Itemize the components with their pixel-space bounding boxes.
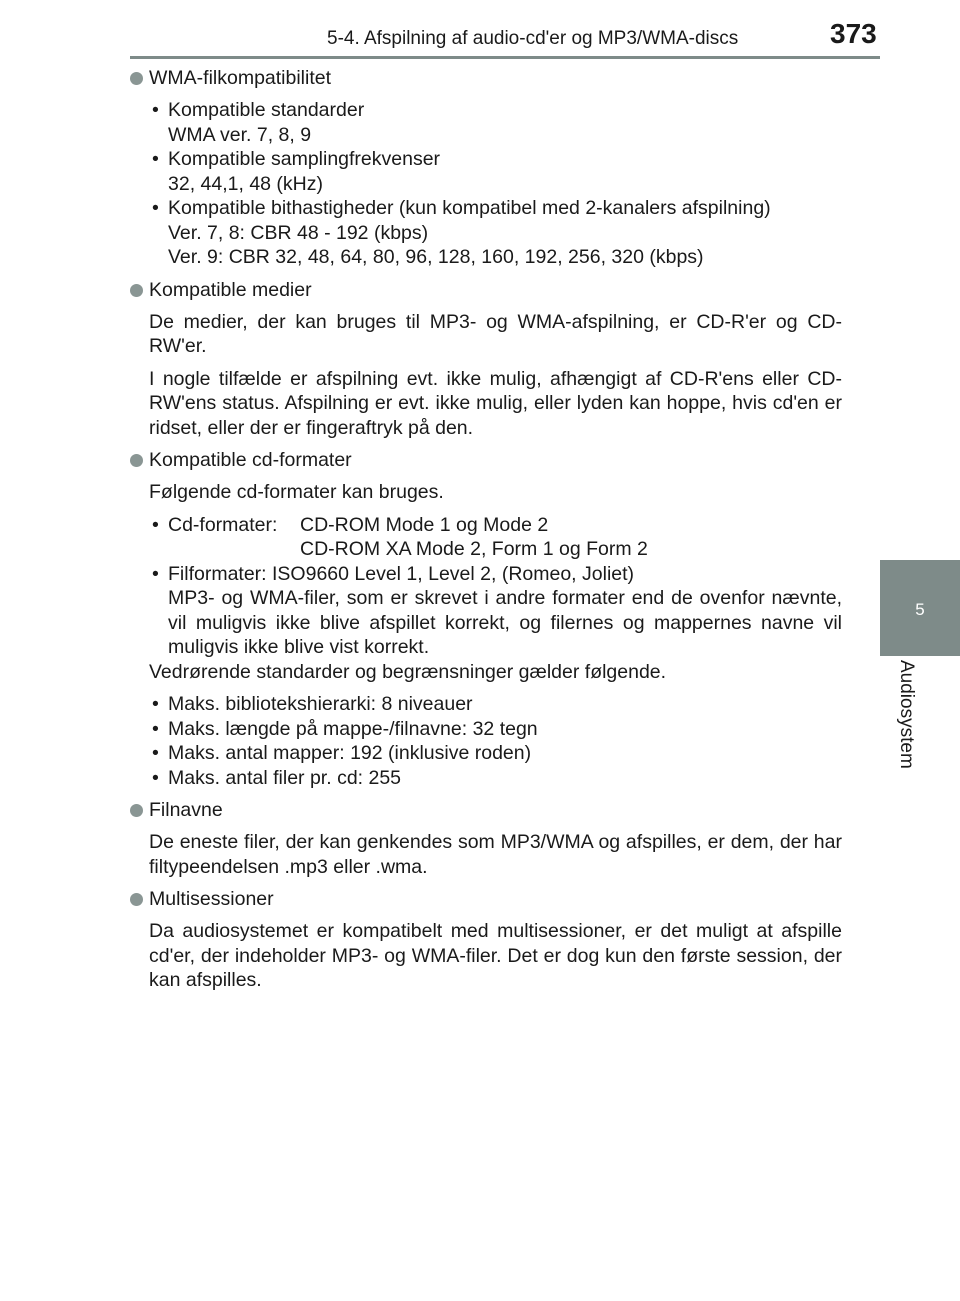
page-content	[130, 66, 842, 1001]
section-cd-formats	[130, 448, 842, 790]
section-heading: Kompatible cd-formater	[130, 448, 842, 473]
list-item: • Maks. antal filer pr. cd: 255	[149, 766, 842, 791]
section-compatible-media	[130, 278, 842, 441]
section-multisession	[130, 887, 842, 993]
section-heading: Filnavne	[130, 798, 842, 823]
bullet-circle-icon	[130, 72, 143, 85]
chapter-tab	[880, 560, 960, 656]
section-title: 5-4. Afspilning af audio-cd'er og MP3/WMA-discs	[327, 28, 739, 49]
paragraph: De eneste filer, der kan genkendes som MP3/WMA og afspilles, er dem, der har filtypeendelsen .mp3 eller .wma.	[149, 831, 842, 878]
page-header	[0, 0, 960, 60]
section-heading: Multisessioner	[130, 887, 842, 912]
header-rule	[130, 56, 880, 59]
section-heading: Kompatible medier	[130, 278, 842, 303]
section-heading: WMA-filkompatibilitet	[130, 66, 842, 91]
paragraph: De medier, der kan bruges til MP3- og WMA-afspilning, er CD-R'er og CD-RW'er.	[149, 310, 842, 357]
list-item	[149, 513, 842, 562]
paragraph: Vedrørende standarder og begrænsninger gælder følgende.	[149, 660, 667, 683]
bullet-circle-icon	[130, 893, 143, 906]
cd-formats-row: • Cd-formater: CD-ROM Mode 1 og Mode 2 CD-ROM XA Mode 2, Form 1 og Form 2	[168, 513, 648, 560]
bullet-circle-icon	[130, 804, 143, 817]
bullet-list	[149, 98, 842, 270]
chapter-label: Audiosystem	[896, 660, 917, 769]
section-filenames	[130, 798, 842, 879]
paragraph: Da audiosystemet er kompatibelt med multisessioner, er det muligt at afspille cd'er, der indeholder MP3- og WMA-filer. Det er dog kun den første session, der kan afspilles.	[149, 920, 842, 991]
section-wma-compatibility	[130, 66, 842, 270]
page-number: 373	[830, 18, 877, 49]
list-item: • Maks. antal mapper: 192 (inklusive roden)	[149, 741, 842, 766]
list-item: • Maks. længde på mappe-/filnavne: 32 tegn	[149, 717, 842, 742]
list-item: • Kompatible standarder WMA ver. 7, 8, 9	[149, 98, 842, 147]
paragraph: Følgende cd-formater kan bruges.	[149, 481, 444, 503]
list-item: • Maks. bibliotekshierarki: 8 niveauer	[149, 692, 842, 717]
list-item: • Kompatible samplingfrekvenser 32, 44,1, 48 (kHz)	[149, 147, 842, 196]
chapter-number: 5	[915, 600, 925, 619]
bullet-circle-icon	[130, 284, 143, 297]
bullet-list	[149, 513, 842, 660]
bullet-circle-icon	[130, 454, 143, 467]
bullet-list	[149, 692, 842, 790]
list-item: • Kompatible bithastigheder (kun kompatibel med 2-kanalers afspilning) Ver. 7, 8: CBR 48 - 192 (kbps) Ver. 9: CBR 32, 48, 64, 80, 96, 128, 160, 192, 256, 320 (kbps)	[149, 196, 842, 270]
list-item: • Filformater: ISO9660 Level 1, Level 2, (Romeo, Joliet) MP3- og WMA-filer, som er skrevet i andre formater end de ovenfor nævnte, vil muligvis ikke blive afspillet korrekt, og filernes og mappernes navne vil muligvis ikke blive vist korrekt.	[149, 562, 842, 660]
paragraph: I nogle tilfælde er afspilning evt. ikke mulig, afhængigt af CD-R'ens eller CD-RW'ens status. Afspilning er evt. ikke mulig, eller lyden kan hoppe, hvis cd'en er ridset, eller der er fingeraftryk på den.	[149, 367, 842, 439]
